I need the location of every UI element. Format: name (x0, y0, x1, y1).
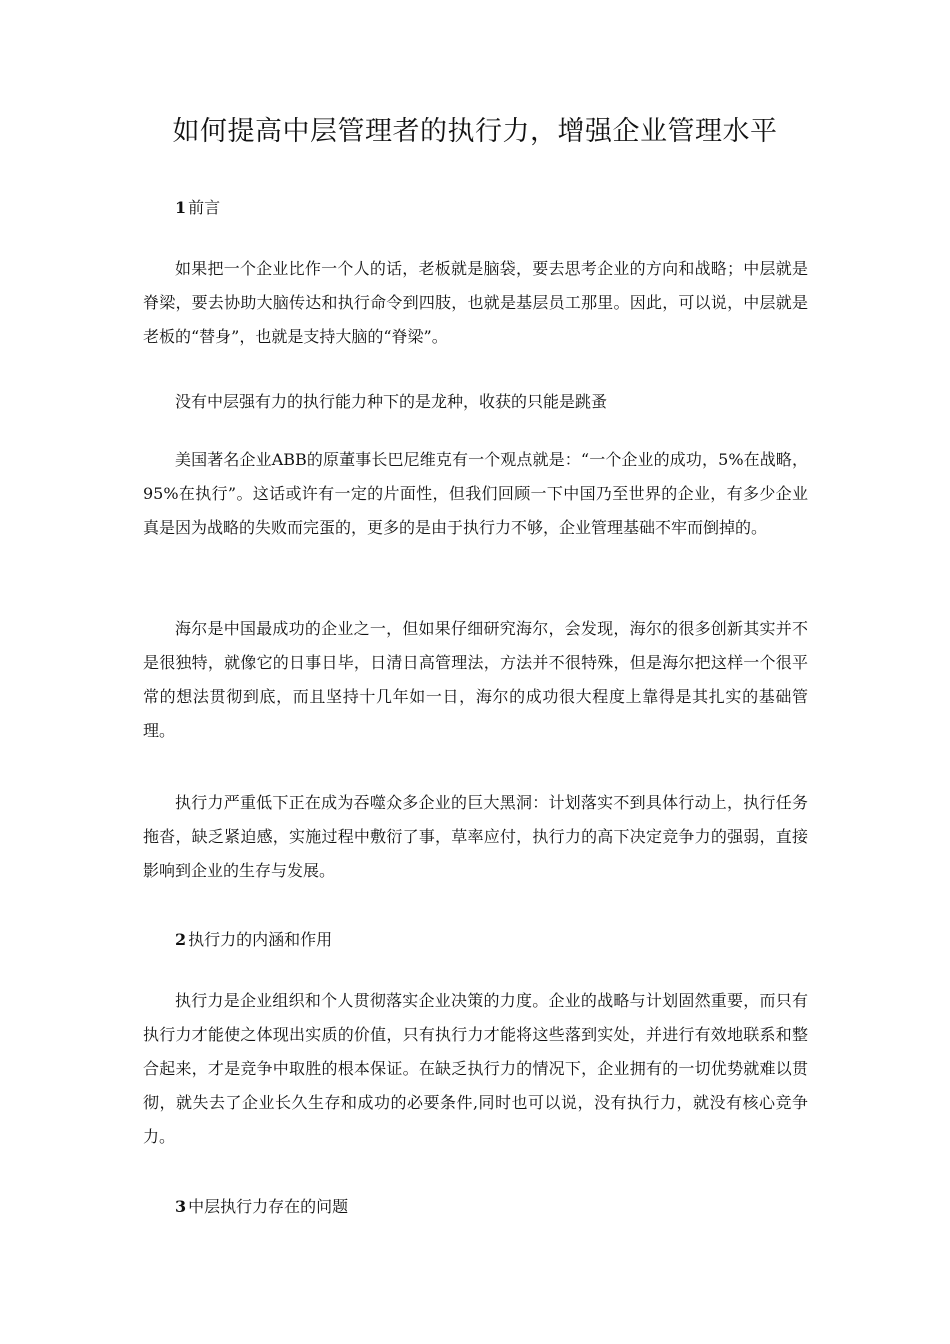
section-title: 中层执行力存在的问题 (188, 1197, 349, 1216)
section-number: 1 (175, 198, 187, 217)
paragraph-intro-4: 海尔是中国最成功的企业之一，但如果仔细研究海尔，会发现，海尔的很多创新其实并不是很独特，就像它的日事日毕，日清日高管理法，方法并不很特殊，但是海尔把这样一个很平常的想法贯彻到底，而且坚持十几年如一日，海尔的成功很大程度上靠得是其扎实的基础管理。 (143, 619, 808, 740)
section-number: 3 (175, 1197, 187, 1216)
section-title: 前言 (188, 198, 221, 217)
paragraph-intro-5: 执行力严重低下正在成为吞噬众多企业的巨大黑洞：计划落实不到具体行动上，执行任务拖沓，缺乏紧迫感，实施过程中敷衍了事，草率应付，执行力的高下决定竞争力的强弱，直接影响到企业的生存与发展。 (143, 793, 808, 880)
paragraph-intro-2: 没有中层强有力的执行能力种下的是龙种，收获的只能是跳蚤 (175, 392, 608, 411)
paragraph-intro-1: 如果把一个企业比作一个人的话，老板就是脑袋，要去思考企业的方向和战略；中层就是脊梁，要去协助大脑传达和执行命令到四肢，也就是基层员工那里。因此，可以说，中层就是老板的“替身”，也就是支持大脑的“脊梁”。 (143, 259, 808, 346)
section-heading-3 (175, 1195, 348, 1219)
document-title: 如何提高中层管理者的执行力，增强企业管理水平 (172, 116, 778, 147)
section-title: 执行力的内涵和作用 (188, 930, 333, 949)
section-heading-2 (175, 928, 332, 952)
section-heading-1 (175, 196, 220, 220)
section-number: 2 (175, 930, 187, 949)
paragraph-execution-definition: 执行力是企业组织和个人贯彻落实企业决策的力度。企业的战略与计划固然重要，而只有执行力才能使之体现出实质的价值，只有执行力才能将这些落到实处，并进行有效地联系和整合起来，才是竞争中取胜的根本保证。在缺乏执行力的情况下，企业拥有的一切优势就难以贯彻，就失去了企业长久生存和成功的必要条件,同时也可以说，没有执行力，就没有核心竞争力。 (143, 991, 808, 1146)
paragraph-intro-3: 美国著名企业ABB的原董事长巴尼维克有一个观点就是：“一个企业的成功，5%在战略，95%在执行”。这话或许有一定的片面性，但我们回顾一下中国乃至世界的企业，有多少企业真是因为战略的失败而完蛋的，更多的是由于执行力不够，企业管理基础不牢而倒掉的。 (143, 450, 808, 537)
